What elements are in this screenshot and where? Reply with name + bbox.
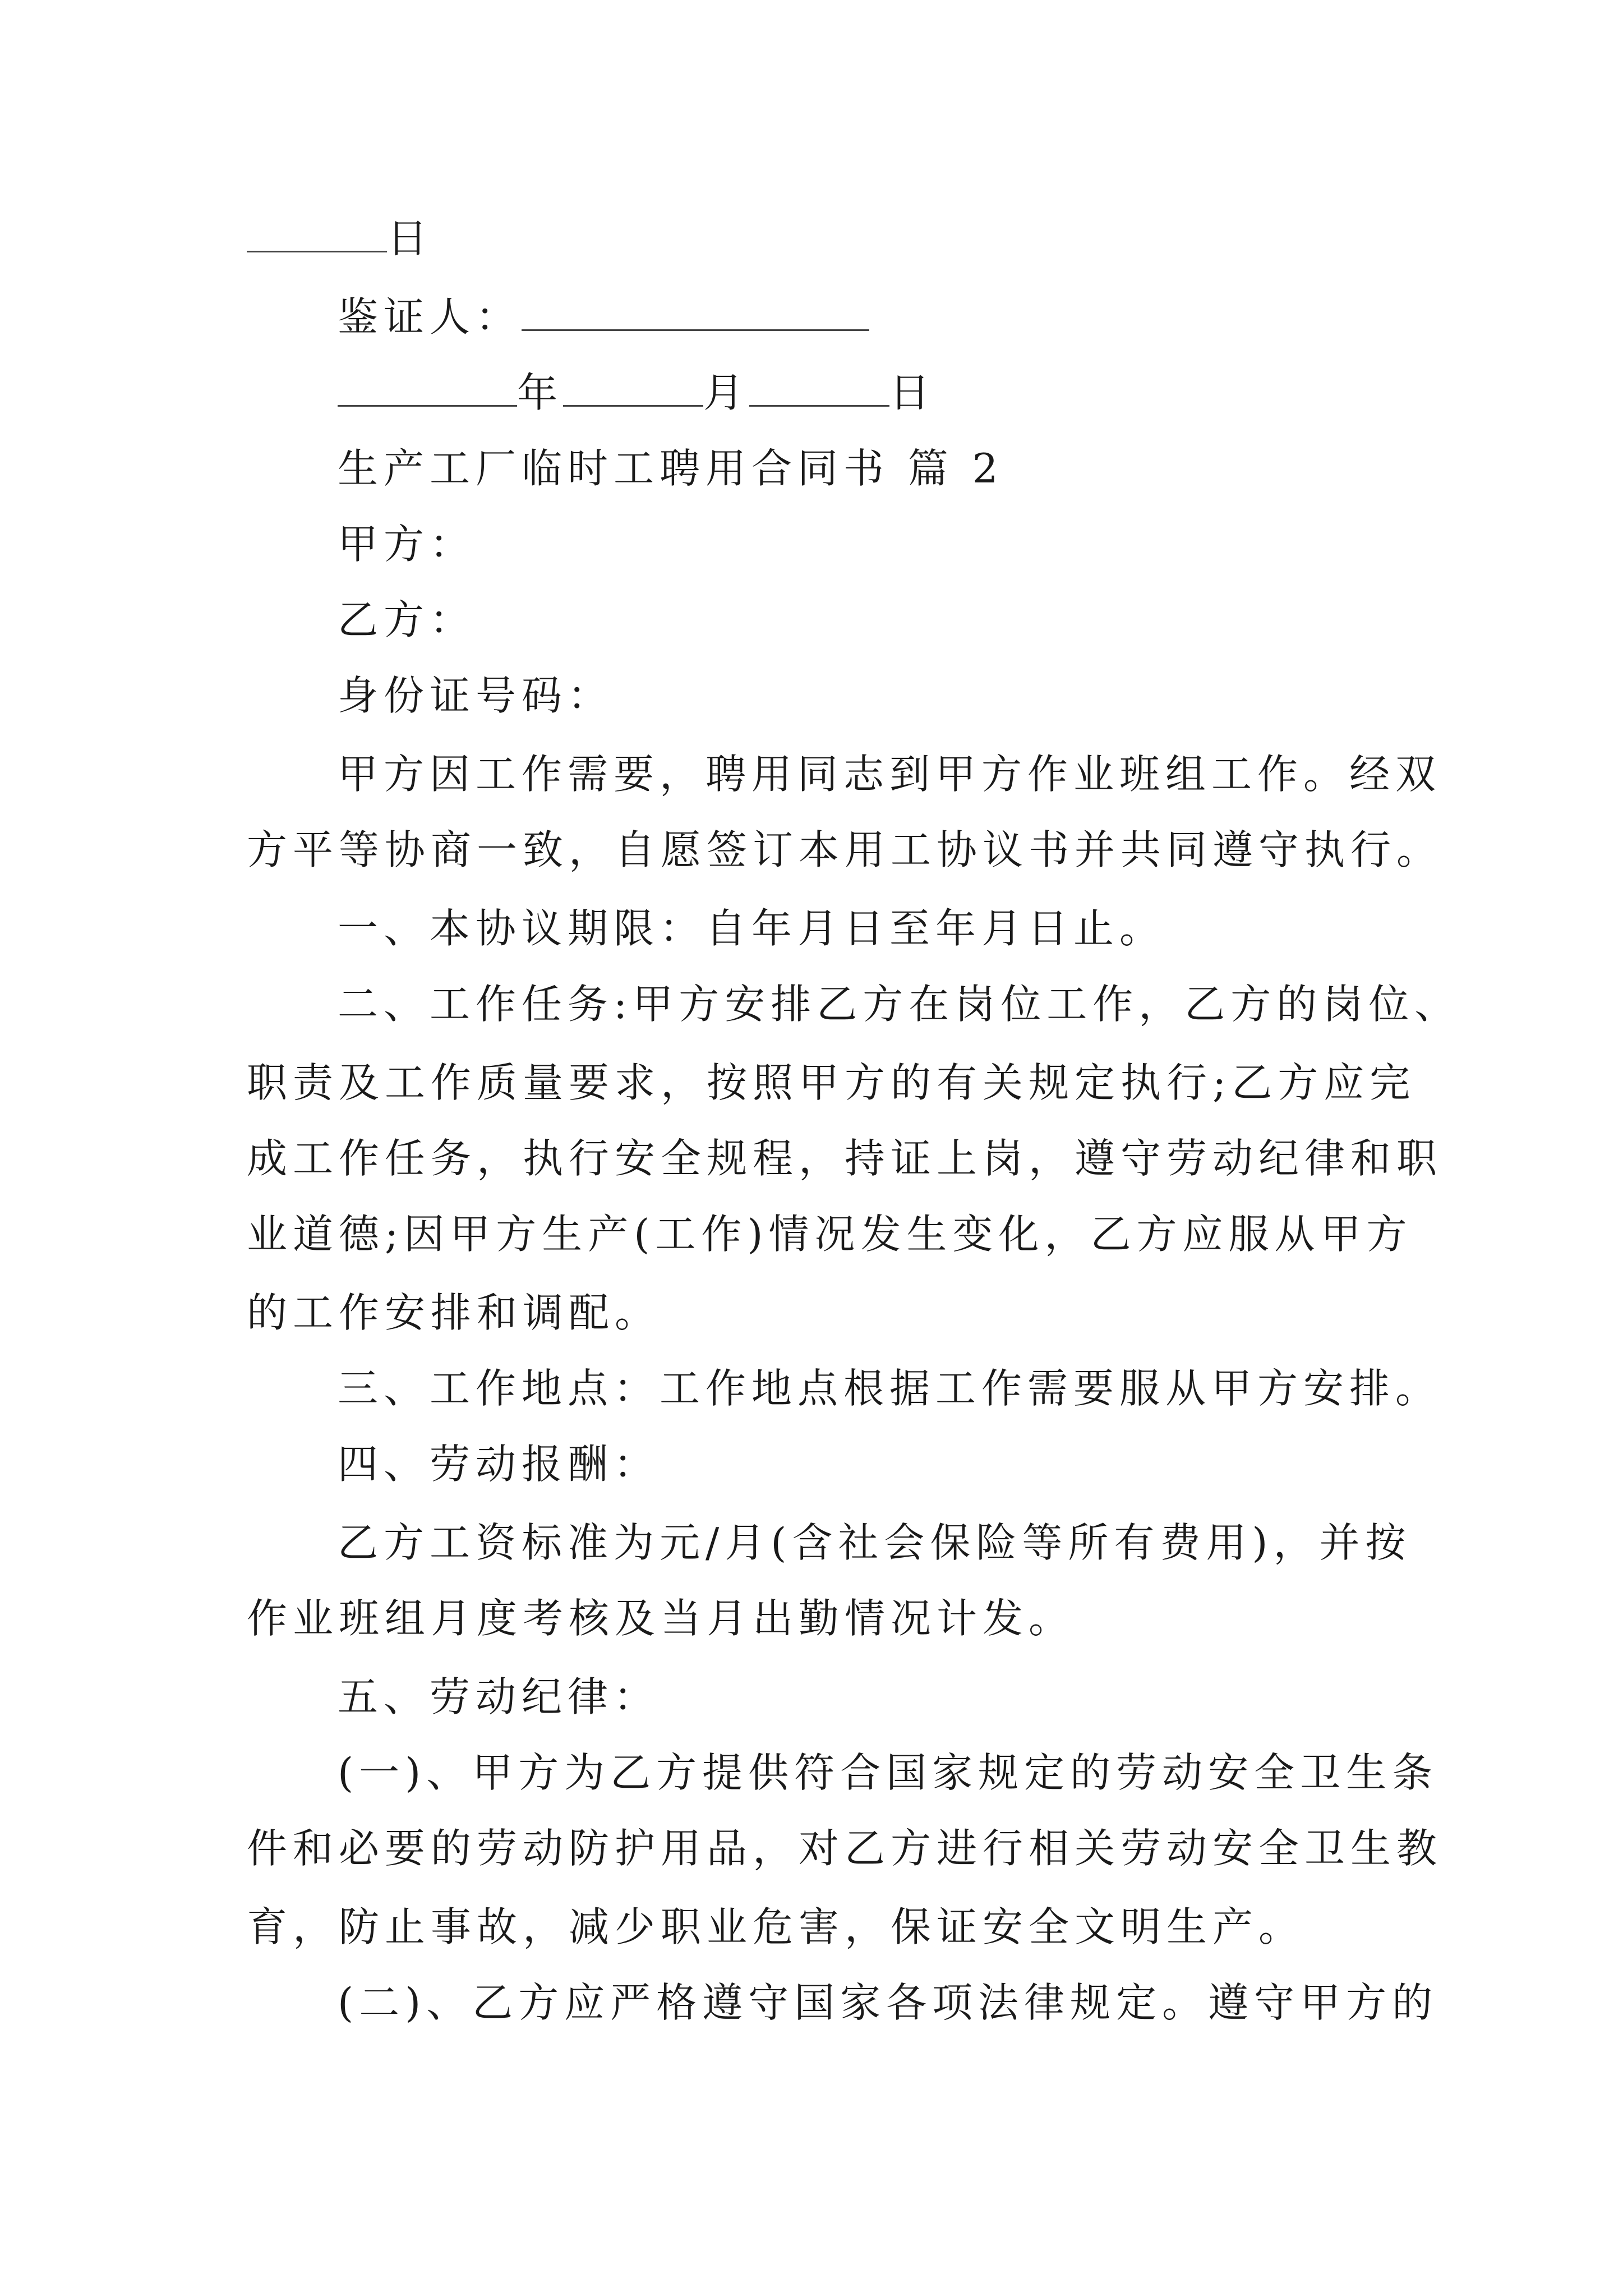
clause-term: 一、本协议期限：自年月日至年月日止。 bbox=[338, 905, 1166, 952]
date-day-line bbox=[247, 213, 433, 264]
discipline-item-line: 件和必要的劳动防护用品，对乙方进行相关劳动安全卫生教 bbox=[247, 1825, 1443, 1872]
clause-task-line: 业道德;因甲方生产(工作)情况发生变化，乙方应服从甲方 bbox=[247, 1211, 1413, 1258]
clause-task-line: 成工作任务，执行安全规程，持证上岗，遵守劳动纪律和职 bbox=[247, 1135, 1443, 1182]
witness-line bbox=[338, 292, 869, 342]
clause-pay-line: 作业班组月度考核及当月出勤情况计发。 bbox=[247, 1595, 1075, 1642]
witness-label: 鉴证人： bbox=[338, 293, 522, 341]
clause-task-line: 二、工作任务:甲方安排乙方在岗位工作，乙方的岗位、 bbox=[338, 981, 1461, 1028]
day-blank[interactable] bbox=[749, 370, 889, 407]
section-title: 生产工厂临时工聘用合同书 篇 2 bbox=[338, 445, 1004, 492]
paragraph-line: 甲方因工作需要，聘用同志到甲方作业班组工作。经双 bbox=[338, 751, 1442, 798]
clause-pay-heading: 四、劳动报酬： bbox=[338, 1441, 660, 1488]
party-a-label: 甲方： bbox=[338, 521, 476, 568]
id-number-label: 身份证号码： bbox=[338, 672, 614, 719]
party-b-label: 乙方： bbox=[338, 596, 476, 643]
discipline-item-line: (二)、乙方应严格遵守国家各项法律规定。遵守甲方的 bbox=[338, 1979, 1438, 2026]
paragraph-line: 方平等协商一致，自愿签订本用工协议书并共同遵守执行。 bbox=[247, 826, 1443, 873]
month-blank[interactable] bbox=[563, 370, 703, 407]
day-label-2: 日 bbox=[889, 369, 936, 416]
clause-task-line: 的工作安排和调配。 bbox=[247, 1289, 661, 1336]
discipline-item-line: 育，防止事故，减少职业危害，保证安全文明生产。 bbox=[247, 1903, 1305, 1950]
witness-blank[interactable] bbox=[522, 295, 869, 331]
year-label: 年 bbox=[517, 369, 564, 416]
clause-task-line: 职责及工作质量要求，按照甲方的有关规定执行;乙方应完 bbox=[247, 1059, 1416, 1106]
date-line bbox=[338, 367, 935, 418]
year-blank[interactable] bbox=[338, 370, 517, 407]
clause-pay-line: 乙方工资标准为元/月(含社会保险等所有费用)，并按 bbox=[338, 1519, 1412, 1566]
discipline-item-line: (一)、甲方为乙方提供符合国家规定的劳动安全卫生条 bbox=[338, 1749, 1438, 1796]
clause-location: 三、工作地点：工作地点根据工作需要服从甲方安排。 bbox=[338, 1365, 1442, 1412]
day-label: 日 bbox=[387, 215, 434, 262]
month-label: 月 bbox=[703, 369, 750, 416]
blank-underline[interactable] bbox=[247, 216, 387, 252]
clause-discipline-heading: 五、劳动纪律： bbox=[338, 1673, 660, 1720]
